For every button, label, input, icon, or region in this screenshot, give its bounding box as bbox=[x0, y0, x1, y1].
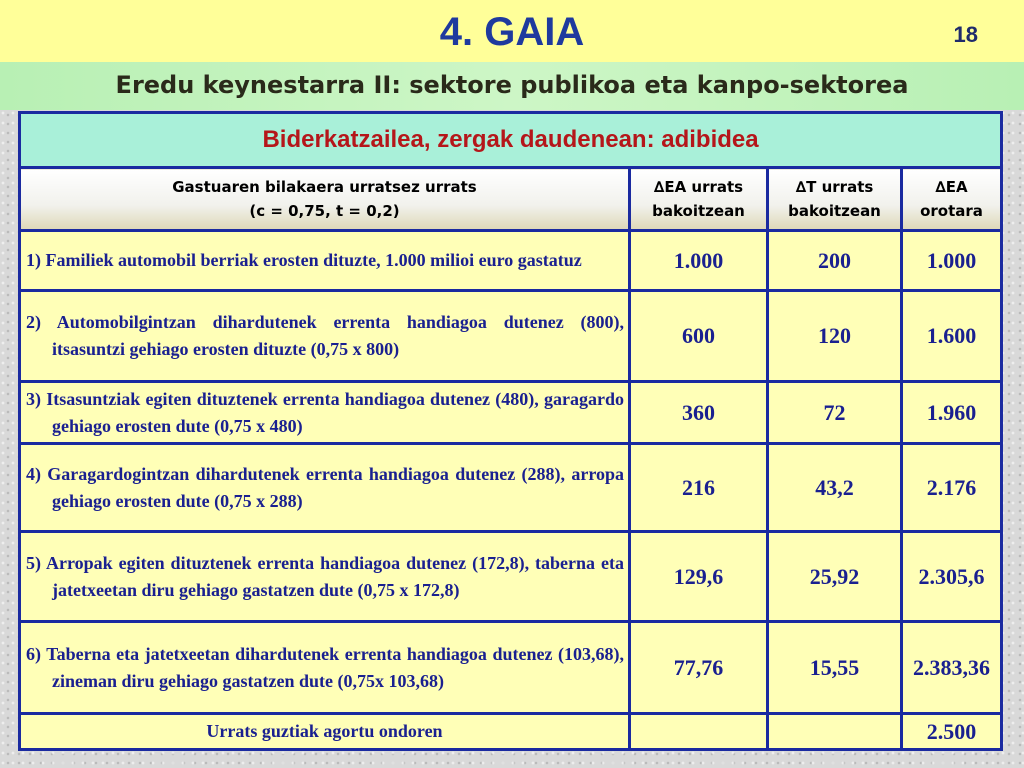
step-description-text: 3) Itsasuntziak egiten dituztenek errenta handiagoa dutenez (480), garagardo gehiago erosten dute (0,75 x 480) bbox=[26, 388, 624, 436]
total-cell: 1.600 bbox=[902, 291, 1002, 382]
slide-subtitle: Eredu keynestarra II: sektore publikoa eta kanpo-sektorea bbox=[115, 71, 909, 99]
total-cell: 1.960 bbox=[902, 382, 1002, 444]
total-cell: 1.000 bbox=[902, 231, 1002, 291]
table-row bbox=[20, 444, 1002, 532]
column-header-delta-t-step-line1: ∆T urrats bbox=[795, 178, 874, 196]
delta-ea-cell: 77,76 bbox=[630, 622, 768, 714]
column-header-process-line2: (c = 0,75, t = 0,2) bbox=[249, 202, 400, 220]
column-header-delta-ea-step bbox=[630, 168, 768, 231]
step-description-text: 5) Arropak egiten dituztenek errenta handiagoa dutenez (172,8), taberna eta jatetxeetan diru gehiago gastatzen dute (0,75 x 172,8) bbox=[26, 552, 624, 600]
table-row bbox=[20, 622, 1002, 714]
table-heading: Biderkatzailea, zergak daudenean: adibidea bbox=[20, 113, 1002, 168]
delta-t-cell: 72 bbox=[768, 382, 902, 444]
column-header-delta-ea-total-line2: orotara bbox=[920, 202, 983, 220]
slide-title: 4. GAIA bbox=[439, 10, 585, 54]
total-cell: 2.383,36 bbox=[902, 622, 1002, 714]
delta-t-cell: 200 bbox=[768, 231, 902, 291]
step-description-text: 6) Taberna eta jatetxeetan dihardutenek errenta handiagoa dutenez (103,68), zineman diru gehiago gastatzen dute (0,75x 103,68) bbox=[26, 643, 624, 691]
step-description bbox=[20, 231, 630, 291]
delta-t-cell: 25,92 bbox=[768, 532, 902, 622]
column-header-delta-ea-step-line2: bakoitzean bbox=[652, 202, 745, 220]
column-header-process bbox=[20, 168, 630, 231]
delta-t-cell: 15,55 bbox=[768, 622, 902, 714]
column-header-delta-ea-total bbox=[902, 168, 1002, 231]
step-description bbox=[20, 291, 630, 382]
column-header-delta-ea-step-line1: ∆EA urrats bbox=[653, 178, 744, 196]
final-total-cell: 2.500 bbox=[902, 714, 1002, 750]
step-description bbox=[20, 382, 630, 444]
delta-t-cell: 43,2 bbox=[768, 444, 902, 532]
final-row bbox=[20, 714, 1002, 750]
slide-number: 18 bbox=[953, 22, 978, 47]
column-header-delta-t-step bbox=[768, 168, 902, 231]
delta-ea-cell: 1.000 bbox=[630, 231, 768, 291]
delta-ea-cell: 360 bbox=[630, 382, 768, 444]
empty-cell bbox=[630, 714, 768, 750]
column-header-delta-ea-total-line1: ∆EA bbox=[935, 178, 968, 196]
step-description-text: 1) Familiek automobil berriak erosten dituzte, 1.000 milioi euro gastatuz bbox=[26, 250, 582, 270]
table-row bbox=[20, 291, 1002, 382]
step-description-text: 2) Automobilgintzan dihardutenek errenta handiagoa dutenez (800), itsasuntzi gehiago erosten dituzte (0,75 x 800) bbox=[26, 312, 624, 359]
table-row bbox=[20, 382, 1002, 444]
delta-t-cell: 120 bbox=[768, 291, 902, 382]
delta-ea-cell: 600 bbox=[630, 291, 768, 382]
total-cell: 2.176 bbox=[902, 444, 1002, 532]
step-description bbox=[20, 622, 630, 714]
table-row bbox=[20, 532, 1002, 622]
total-cell: 2.305,6 bbox=[902, 532, 1002, 622]
final-row-label: Urrats guztiak agortu ondoren bbox=[20, 714, 630, 750]
multiplier-table bbox=[18, 111, 1003, 751]
step-description-text: 4) Garagardogintzan dihardutenek errenta handiagoa dutenez (288), arropa gehiago erosten dute (0,75 x 288) bbox=[26, 463, 624, 511]
step-description bbox=[20, 532, 630, 622]
empty-cell bbox=[768, 714, 902, 750]
delta-ea-cell: 216 bbox=[630, 444, 768, 532]
column-header-process-line1: Gastuaren bilakaera urratsez urrats bbox=[172, 178, 477, 196]
step-description bbox=[20, 444, 630, 532]
column-header-delta-t-step-line2: bakoitzean bbox=[788, 202, 881, 220]
table-row bbox=[20, 231, 1002, 291]
subtitle-band bbox=[0, 62, 1024, 110]
delta-ea-cell: 129,6 bbox=[630, 532, 768, 622]
